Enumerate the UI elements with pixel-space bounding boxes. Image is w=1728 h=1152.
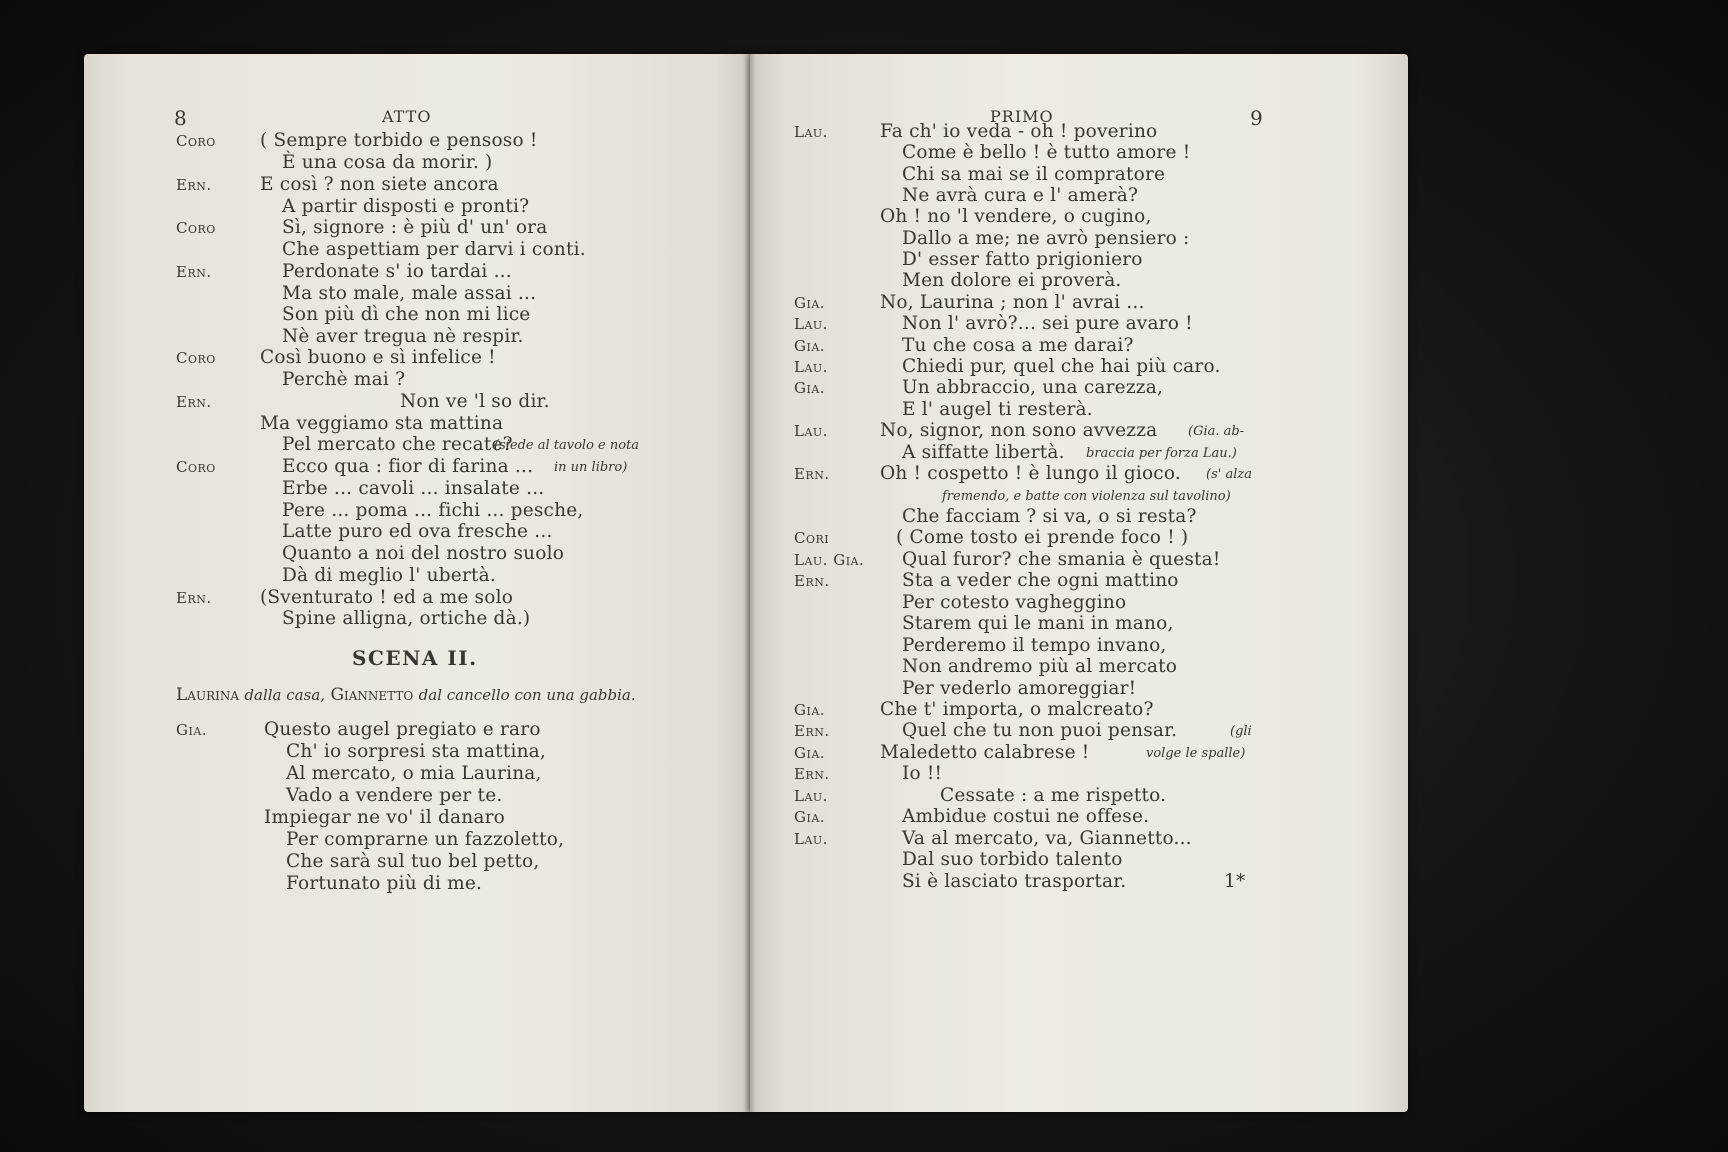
- page-number: 9: [1250, 106, 1263, 130]
- speaker-label: Ern.: [794, 722, 830, 740]
- verse-line: A siffatte libertà.: [902, 442, 1065, 463]
- speaker-label: Coro: [176, 219, 216, 237]
- verse-line: Così buono e sì infelice !: [260, 347, 496, 368]
- stage-direction: fremendo, e batte con violenza sul tavolino): [942, 489, 1231, 504]
- persons-note: dalla casa,: [244, 686, 326, 704]
- verse-line: Non ve 'l so dir.: [400, 391, 550, 412]
- verse-line: Non andremo più al mercato: [902, 656, 1178, 677]
- verse-line: Che t' importa, o malcreato?: [880, 699, 1154, 720]
- verse-line: Fa ch' io veda - oh ! poverino: [880, 121, 1158, 142]
- verse-line: Pel mercato che recate?: [282, 434, 513, 455]
- verse-line: Per comprarne un fazzoletto,: [286, 829, 565, 850]
- running-head: PRIMO: [990, 107, 1054, 126]
- verse-line: Dallo a me; ne avrò pensiero :: [902, 228, 1190, 249]
- verse-line: Perdonate s' io tardai ...: [282, 261, 512, 282]
- speaker-label: Lau.: [794, 830, 828, 848]
- verse-line: Un abbraccio, una carezza,: [902, 377, 1164, 398]
- stage-direction: (siede al tavolo e nota: [494, 438, 640, 453]
- speaker-label: Lau.: [794, 358, 828, 376]
- verse-line: (Sventurato ! ed a me solo: [260, 587, 514, 608]
- speaker-label: Lau. Gia.: [794, 551, 865, 569]
- verse-line: D' esser fatto prigioniero: [902, 249, 1143, 270]
- verse-line: Erbe ... cavoli ... insalate ...: [282, 478, 545, 499]
- stage-direction: (Gia. ab-: [1188, 424, 1245, 439]
- verse-line: E così ? non siete ancora: [260, 174, 499, 195]
- verse-line: A partir disposti e pronti?: [282, 196, 530, 217]
- verse-line: Per cotesto vagheggino: [902, 592, 1127, 613]
- speaker-label: Ern.: [176, 176, 212, 194]
- verse-line: E l' augel ti resterà.: [902, 399, 1093, 420]
- verse-line: Qual furor? che smania è questa!: [902, 549, 1221, 570]
- verse-line: Perchè mai ?: [282, 369, 406, 390]
- stage-direction: (gli: [1230, 724, 1252, 739]
- verse-line: Spine alligna, ortiche dà.): [282, 608, 531, 629]
- verse-line: Io !!: [902, 763, 943, 784]
- page-number: 8: [174, 106, 187, 130]
- verse-line: No, Laurina ; non l' avrai ...: [880, 292, 1145, 313]
- character-name: Laurina: [176, 685, 240, 705]
- speaker-label: Lau.: [794, 123, 828, 141]
- speaker-label: Coro: [176, 132, 216, 150]
- verse-line: Vado a vendere per te.: [286, 785, 503, 806]
- scene-title: SCENA II.: [352, 646, 478, 670]
- verse-line: No, signor, non sono avvezza: [880, 420, 1158, 441]
- verse-line: Per vederlo amoreggiar!: [902, 678, 1137, 699]
- speaker-label: Ern.: [176, 589, 212, 607]
- speaker-label: Gia.: [794, 744, 826, 762]
- verse-line: Che aspettiam per darvi i conti.: [282, 239, 586, 260]
- verse-line: Si è lasciato trasportar.: [902, 871, 1127, 892]
- verse-line: Chi sa mai se il compratore: [902, 164, 1166, 185]
- verse-line: Tu che cosa a me darai?: [902, 335, 1134, 356]
- verse-line: Ma veggiamo sta mattina: [260, 413, 504, 434]
- stage-direction: braccia per forza Lau.): [1086, 446, 1237, 461]
- speaker-label: Gia.: [794, 337, 826, 355]
- speaker-label: Lau.: [794, 422, 828, 440]
- verse-line: Chiedi pur, quel che hai più caro.: [902, 356, 1221, 377]
- speaker-label: Ern.: [794, 572, 830, 590]
- verse-line: Quanto a noi del nostro suolo: [282, 543, 565, 564]
- persons-note: dal cancello con una gabbia.: [418, 686, 636, 704]
- speaker-label: Cori: [794, 529, 830, 547]
- verse-line: Questo augel pregiato e raro: [264, 719, 541, 740]
- speaker-label: Coro: [176, 458, 216, 476]
- verse-line: Fortunato più di me.: [286, 873, 483, 894]
- verse-line: Men dolore ei proverà.: [902, 270, 1122, 291]
- character-name: Giannetto: [330, 685, 414, 705]
- verse-line: Pere ... poma ... fichi ... pesche,: [282, 500, 584, 521]
- speaker-label: Gia.: [794, 294, 826, 312]
- speaker-label: Ern.: [794, 765, 830, 783]
- signature-mark: 1*: [1224, 871, 1246, 892]
- verse-line: Non l' avrò?... sei pure avaro !: [902, 313, 1193, 334]
- speaker-label: Coro: [176, 349, 216, 367]
- verse-line: Latte puro ed ova fresche ...: [282, 521, 553, 542]
- verse-line: Dà di meglio l' ubertà.: [282, 565, 496, 586]
- speaker-label: Gia.: [794, 379, 826, 397]
- left-page: [84, 54, 750, 1112]
- verse-line: Cessate : a me rispetto.: [940, 785, 1167, 806]
- verse-line: Impiegar ne vo' il danaro: [264, 807, 505, 828]
- scene-persons: [176, 684, 636, 706]
- verse-line: Sta a veder che ogni mattino: [902, 570, 1179, 591]
- stage-direction: volge le spalle): [1146, 746, 1246, 761]
- verse-line: Son più dì che non mi lice: [282, 304, 531, 325]
- verse-line: Oh ! cospetto ! è lungo il gioco.: [880, 463, 1181, 484]
- verse-line: Oh ! no 'l vendere, o cugino,: [880, 206, 1152, 227]
- speaker-label: Ern.: [794, 465, 830, 483]
- verse-line: Che facciam ? si va, o si resta?: [902, 506, 1197, 527]
- verse-line: Sì, signore : è più d' un' ora: [282, 217, 548, 238]
- verse-line: Al mercato, o mia Laurina,: [286, 763, 542, 784]
- book-gutter: [744, 54, 756, 1112]
- right-page: [750, 54, 1408, 1112]
- stage-direction: in un libro): [554, 460, 628, 475]
- verse-line: Ne avrà cura e l' amerà?: [902, 185, 1139, 206]
- verse-line: Starem qui le mani in mano,: [902, 613, 1174, 634]
- verse-line: Ecco qua : fior di farina ...: [282, 456, 534, 477]
- verse-line: Ambidue costui ne offese.: [902, 806, 1150, 827]
- verse-line: È una cosa da morir. ): [282, 152, 493, 173]
- verse-line: Come è bello ! è tutto amore !: [902, 142, 1191, 163]
- open-book: [80, 54, 1404, 1112]
- speaker-label: Ern.: [176, 263, 212, 281]
- speaker-label: Ern.: [176, 393, 212, 411]
- verse-line: Ch' io sorpresi sta mattina,: [286, 741, 546, 762]
- speaker-label: Gia.: [794, 701, 826, 719]
- verse-line: Perderemo il tempo invano,: [902, 635, 1167, 656]
- verse-line: Ma sto male, male assai ...: [282, 283, 537, 304]
- verse-line: Quel che tu non puoi pensar.: [902, 720, 1178, 741]
- verse-line: Maledetto calabrese !: [880, 742, 1090, 763]
- verse-line: Nè aver tregua nè respir.: [282, 326, 524, 347]
- speaker-label: Lau.: [794, 787, 828, 805]
- verse-line: ( Sempre torbido e pensoso !: [260, 130, 538, 151]
- speaker-label: Gia.: [794, 808, 826, 826]
- verse-line: Che sarà sul tuo bel petto,: [286, 851, 540, 872]
- verse-line: Dal suo torbido talento: [902, 849, 1123, 870]
- verse-line: Va al mercato, va, Giannetto...: [902, 828, 1192, 849]
- verse-line: ( Come tosto ei prende foco ! ): [896, 527, 1189, 548]
- running-head: ATTO: [382, 107, 432, 126]
- speaker-label: Lau.: [794, 315, 828, 333]
- speaker-label: Gia.: [176, 721, 208, 739]
- stage-direction: (s' alza: [1206, 467, 1252, 482]
